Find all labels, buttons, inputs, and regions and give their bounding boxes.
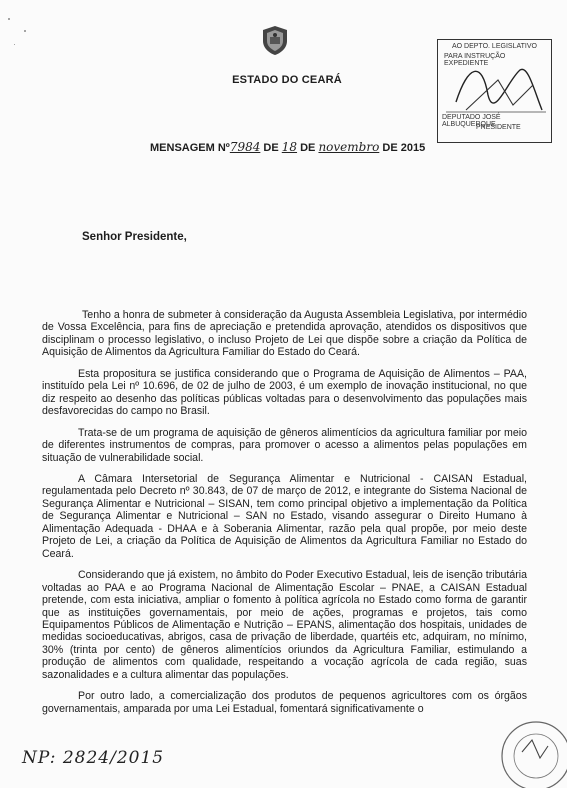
paragraph: A Câmara Intersetorial de Segurança Alimentar e Nutricional - CAISAN Estadual, regulamentada pelo Decreto nº 30.843, de 07 de março de 2012, e integrante do Sistema Nacional de Segurança Alimentar e Nutricional – SISAN, tem como principal objetivo a implementação da Política de Segurança Alimentar e Nutricional – SAN no Estado, visando assegurar o Direito Humano à Alimentação Adequada - DHAA e à Soberania Alimentar, razão pela qual propõe, por meio deste Projeto de Lei, a criação da Política de Aquisição de Alimentos da Agricultura Familiar no Estado do Ceará. bbox=[42, 472, 527, 560]
paragraph: Por outro lado, a comercialização dos produtos de pequenos agricultores com os órgãos governamentais, amparada por uma Lei Estadual, fomentará significativamente o bbox=[42, 690, 527, 715]
paragraph: Trata-se de um programa de aquisição de gêneros alimentícios da agricultura familiar por meio de diferentes instrumentos de compras, para promover o acesso a alimentos pelas populações em situação de vulnerabilidade social. bbox=[42, 426, 527, 464]
message-day: 18 bbox=[281, 140, 298, 154]
state-name: ESTADO DO CEARÁ bbox=[232, 74, 342, 86]
message-prefix: MENSAGEM Nº bbox=[150, 142, 230, 154]
letter-body bbox=[42, 309, 527, 724]
scan-speck bbox=[24, 30, 26, 32]
state-crest-icon bbox=[260, 24, 290, 56]
salutation: Senhor Presidente, bbox=[82, 231, 187, 243]
message-de-1: DE bbox=[260, 142, 282, 154]
stamp-line-3: DEPUTADO JOSÉ ALBUQUERQUE bbox=[442, 114, 501, 128]
scan-speck bbox=[8, 18, 10, 20]
message-month: novembro bbox=[318, 140, 380, 154]
message-number: 7984 bbox=[229, 140, 261, 154]
scan-speck bbox=[14, 44, 15, 45]
message-de-2: DE bbox=[297, 142, 319, 154]
protocol-stamp bbox=[437, 39, 552, 143]
handwritten-protocol-number: NP: 2824/2015 bbox=[22, 748, 165, 768]
paragraph: Esta propositura se justifica considerando que o Programa de Aquisição de Alimentos – PAA, instituído pela Lei nº 10.696, de 02 de julho de 2003, é um exemplo de inovação institucional, no que diz respeito ao desenho das políticas públicas voltadas para o desenvolvimento das populações mais desfavorecidas do campo no Brasil. bbox=[42, 367, 527, 418]
paragraph: Tenho a honra de submeter à consideração da Augusta Assembleia Legislativa, por intermédio de Vossa Excelência, para fins de apreciação e pretendida aprovação, atendidos os dispositivos que disciplinam o processo legislativo, o incluso Projeto de Lei que dispõe sobre a criação da Política de Aquisição de Alimentos da Agricultura Familiar do Estado do Ceará. bbox=[42, 309, 527, 359]
stamp-line-1: AO DEPTO. LEGISLATIVO bbox=[452, 43, 537, 50]
paragraph: Considerando que já existem, no âmbito do Poder Executivo Estadual, leis de isenção tributária voltadas ao PAA e ao Programa Nacional de Alimentação Escolar – PNAE, a CAISAN Estadual pretende, com esta iniciativa, ampliar o fomento à política agrícola no Estado como forma de garantir que as instituições governamentais, por meio de ações, programas e projetos, tais como Equipamentos Públicos de Alimentação e Nutrição – EPANS, alimentação dos hospitais, unidades de medidas socioeducativas, abrigos, casa de privação de liberdade, quartéis etc, adquiram, no mínimo, 30% (trinta por cento) de gêneros alimentícios oriundos da Agricultura Familiar, estimulando a produção de alimentos com qualidade, respeitando a vocação agrícola de cada região, suas sazonalidades e a cultura alimentar das populações. bbox=[42, 569, 527, 681]
stamp-line-2: PARA INSTRUÇÃO EXPEDIENTE bbox=[444, 53, 506, 67]
official-seal-icon bbox=[492, 712, 567, 788]
message-de-3: DE bbox=[379, 142, 401, 154]
message-heading bbox=[150, 140, 450, 154]
stamp-line-4: PRESIDENTE bbox=[476, 124, 521, 131]
message-year: 2015 bbox=[400, 142, 426, 154]
